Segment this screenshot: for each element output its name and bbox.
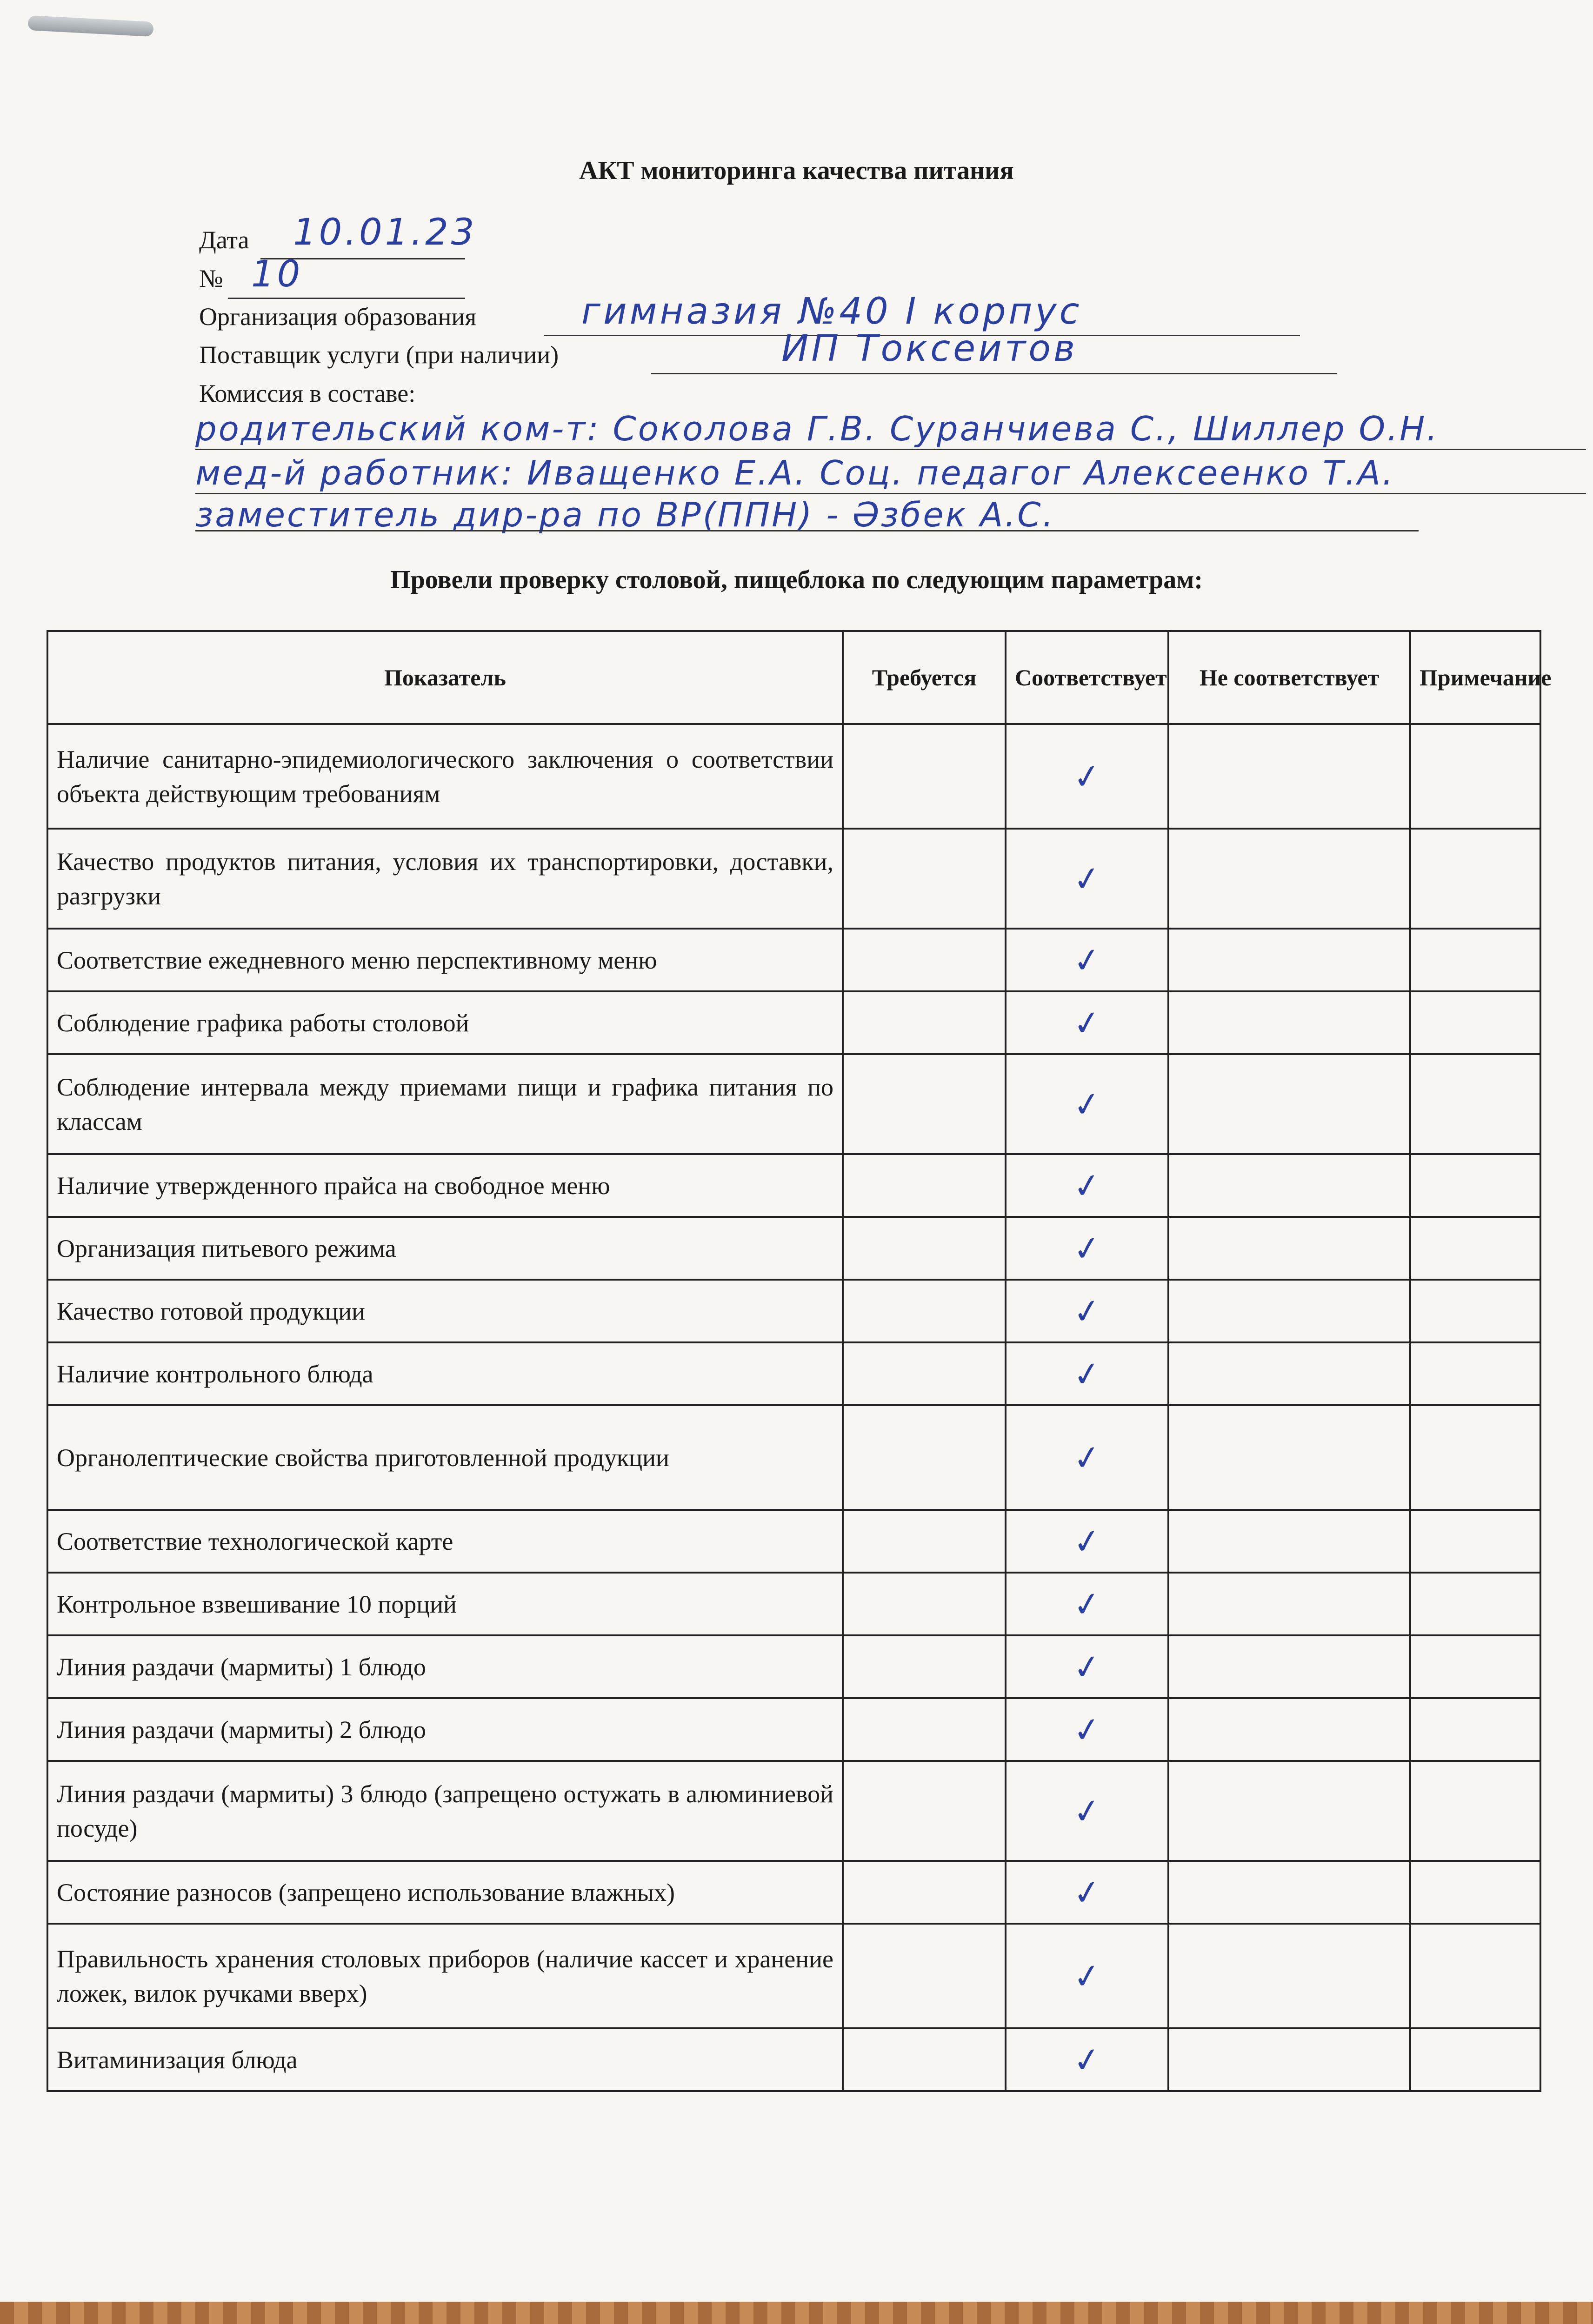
table-row (47, 1054, 1540, 1154)
complies-cell (1006, 1405, 1168, 1510)
indicator-cell: Состояние разносов (запрещено использование влажных) (47, 1861, 843, 1924)
complies-cell (1006, 991, 1168, 1054)
check-mark-icon: ✓ (1070, 1645, 1104, 1688)
check-mark-icon: ✓ (1070, 1227, 1104, 1270)
note-cell (1410, 1342, 1540, 1405)
table-row (47, 1924, 1540, 2028)
supplier-value: ИП Токсеитов (781, 328, 1078, 370)
note-cell (1410, 1405, 1540, 1510)
indicator-cell: Линия раздачи (мармиты) 1 блюдо (47, 1635, 843, 1698)
required-cell (843, 991, 1006, 1054)
check-mark-icon: ✓ (1070, 1082, 1104, 1126)
required-cell (843, 1698, 1006, 1761)
note-cell (1410, 1154, 1540, 1217)
date-label: Дата (199, 226, 249, 254)
note-cell (1410, 1924, 1540, 2028)
table-row (47, 724, 1540, 829)
required-cell (843, 1510, 1006, 1573)
table-row (47, 1861, 1540, 1924)
note-cell (1410, 1698, 1540, 1761)
indicator-cell: Линия раздачи (мармиты) 2 блюдо (47, 1698, 843, 1761)
note-cell (1410, 2028, 1540, 2091)
required-cell (843, 1924, 1006, 2028)
note-cell (1410, 724, 1540, 829)
check-mark-icon: ✓ (1070, 1352, 1104, 1395)
complies-cell (1006, 829, 1168, 929)
number-field (199, 264, 223, 293)
check-mark-icon: ✓ (1070, 1789, 1104, 1833)
table-header-row (47, 631, 1540, 724)
indicator-cell: Органолептические свойства приготовленной продукции (47, 1405, 843, 1510)
note-cell (1410, 1861, 1540, 1924)
note-cell (1410, 1761, 1540, 1861)
not-complies-cell (1168, 1635, 1410, 1698)
not-complies-cell (1168, 1342, 1410, 1405)
check-mark-icon: ✓ (1070, 1001, 1104, 1044)
required-cell (843, 829, 1006, 929)
note-cell (1410, 1573, 1540, 1635)
table-row (47, 1217, 1540, 1280)
complies-cell (1006, 1573, 1168, 1635)
complies-cell (1006, 1635, 1168, 1698)
header-note: Примечание (1410, 631, 1540, 724)
not-complies-cell (1168, 1761, 1410, 1861)
check-mark-icon: ✓ (1070, 1164, 1104, 1207)
commission-line-2: мед-й работник: Иващенко Е.А. Соц. педагог Алексеенко Т.А. (195, 453, 1395, 492)
required-cell (843, 1280, 1006, 1342)
note-cell (1410, 1217, 1540, 1280)
check-mark-icon: ✓ (1070, 938, 1104, 982)
commission-label: Комиссия в составе: (199, 379, 416, 407)
date-field (199, 226, 249, 254)
indicator-cell: Витаминизация блюда (47, 2028, 843, 2091)
commission-field (199, 379, 415, 408)
complies-cell (1006, 1924, 1168, 2028)
not-complies-cell (1168, 724, 1410, 829)
not-complies-cell (1168, 1924, 1410, 2028)
table-row (47, 1573, 1540, 1635)
indicator-cell: Качество готовой продукции (47, 1280, 843, 1342)
not-complies-cell (1168, 1280, 1410, 1342)
table-row (47, 1510, 1540, 1573)
not-complies-cell (1168, 1154, 1410, 1217)
document-subtitle: Провели проверку столовой, пищеблока по следующим параметрам: (390, 565, 1203, 594)
not-complies-cell (1168, 829, 1410, 929)
indicator-cell: Соблюдение интервала между приемами пищи и графика питания по классам (47, 1054, 843, 1154)
date-value: 10.01.23 (293, 212, 477, 253)
note-cell (1410, 1510, 1540, 1573)
indicator-cell: Организация питьевого режима (47, 1217, 843, 1280)
commission-underline-2 (195, 493, 1586, 494)
indicator-cell: Наличие санитарно-эпидемиологического заключения о соответствии объекта действующим требованиям (47, 724, 843, 829)
required-cell (843, 2028, 1006, 2091)
supplier-underline (651, 373, 1337, 374)
note-cell (1410, 1054, 1540, 1154)
required-cell (843, 1217, 1006, 1280)
organization-label: Организация образования (199, 303, 477, 331)
complies-cell (1006, 724, 1168, 829)
header-required: Требуется (843, 631, 1006, 724)
required-cell (843, 1635, 1006, 1698)
required-cell (843, 1761, 1006, 1861)
required-cell (843, 724, 1006, 829)
document-title: АКТ мониторинга качества питания (579, 156, 1014, 185)
required-cell (843, 1342, 1006, 1405)
header-not-complies: Не соответствует (1168, 631, 1410, 724)
table-row (47, 1761, 1540, 1861)
not-complies-cell (1168, 1217, 1410, 1280)
required-cell (843, 1861, 1006, 1924)
table-row (47, 1405, 1540, 1510)
supplier-label: Поставщик услуги (при наличии) (199, 341, 559, 369)
complies-cell (1006, 1761, 1168, 1861)
indicator-cell: Линия раздачи (мармиты) 3 блюдо (запрещено остужать в алюминиевой посуде) (47, 1761, 843, 1861)
indicator-cell: Соответствие технологической карте (47, 1510, 843, 1573)
commission-line-1: родительский ком-т: Соколова Г.В. Суранчиева С., Шиллер О.Н. (195, 409, 1440, 448)
not-complies-cell (1168, 1510, 1410, 1573)
commission-underline-3 (195, 530, 1419, 531)
commission-underline-1 (195, 449, 1586, 450)
table-row (47, 1698, 1540, 1761)
complies-cell (1006, 1510, 1168, 1573)
indicator-cell: Качество продуктов питания, условия их транспортировки, доставки, разгрузки (47, 829, 843, 929)
header-indicator: Показатель (47, 631, 843, 724)
number-underline (228, 298, 465, 299)
complies-cell (1006, 2028, 1168, 2091)
indicator-cell: Правильность хранения столовых приборов (наличие кассет и хранение ложек, вилок ручками вверх) (47, 1924, 843, 2028)
not-complies-cell (1168, 1698, 1410, 1761)
complies-cell (1006, 1342, 1168, 1405)
table-body (47, 724, 1540, 2091)
note-cell (1410, 1635, 1540, 1698)
paper-clip-icon (27, 15, 153, 37)
complies-cell (1006, 1154, 1168, 1217)
not-complies-cell (1168, 1054, 1410, 1154)
required-cell (843, 1405, 1006, 1510)
indicator-cell: Наличие контрольного блюда (47, 1342, 843, 1405)
check-mark-icon: ✓ (1070, 857, 1104, 900)
table-row (47, 991, 1540, 1054)
table-row (47, 1280, 1540, 1342)
supplier-field (199, 340, 559, 369)
table-row (47, 2028, 1540, 2091)
indicator-cell: Контрольное взвешивание 10 порций (47, 1573, 843, 1635)
check-mark-icon: ✓ (1070, 1582, 1104, 1626)
check-mark-icon: ✓ (1070, 1708, 1104, 1751)
required-cell (843, 1154, 1006, 1217)
header-complies: Соответствует (1006, 631, 1168, 724)
check-mark-icon: ✓ (1070, 1871, 1104, 1914)
note-cell (1410, 929, 1540, 991)
complies-cell (1006, 1054, 1168, 1154)
table-row (47, 1342, 1540, 1405)
indicator-cell: Наличие утвержденного прайса на свободное меню (47, 1154, 843, 1217)
check-mark-icon: ✓ (1070, 755, 1104, 798)
organization-field (199, 302, 476, 331)
note-cell (1410, 991, 1540, 1054)
organization-value: гимназия №40 I корпус (581, 291, 1082, 332)
complies-cell (1006, 1280, 1168, 1342)
commission-line-3: заместитель дир-ра по ВР(ППН) - Әзбек А.С. (195, 495, 1055, 534)
table-row (47, 829, 1540, 929)
check-mark-icon: ✓ (1070, 1954, 1104, 1998)
number-value: 10 (251, 253, 303, 295)
not-complies-cell (1168, 929, 1410, 991)
number-label: № (199, 265, 223, 292)
check-mark-icon: ✓ (1070, 2038, 1104, 2081)
complies-cell (1006, 1861, 1168, 1924)
check-mark-icon: ✓ (1070, 1436, 1104, 1479)
required-cell (843, 1054, 1006, 1154)
note-cell (1410, 829, 1540, 929)
required-cell (843, 1573, 1006, 1635)
indicator-cell: Соблюдение графика работы столовой (47, 991, 843, 1054)
complies-cell (1006, 1217, 1168, 1280)
table-surface (0, 2302, 1593, 2324)
not-complies-cell (1168, 1405, 1410, 1510)
table-row (47, 1635, 1540, 1698)
table-row (47, 929, 1540, 991)
indicator-cell: Соответствие ежедневного меню перспективному меню (47, 929, 843, 991)
complies-cell (1006, 1698, 1168, 1761)
not-complies-cell (1168, 1861, 1410, 1924)
check-mark-icon: ✓ (1070, 1289, 1104, 1333)
table-row (47, 1154, 1540, 1217)
not-complies-cell (1168, 2028, 1410, 2091)
complies-cell (1006, 929, 1168, 991)
not-complies-cell (1168, 991, 1410, 1054)
check-mark-icon: ✓ (1070, 1520, 1104, 1563)
required-cell (843, 929, 1006, 991)
not-complies-cell (1168, 1573, 1410, 1635)
inspection-table (47, 630, 1552, 2092)
note-cell (1410, 1280, 1540, 1342)
